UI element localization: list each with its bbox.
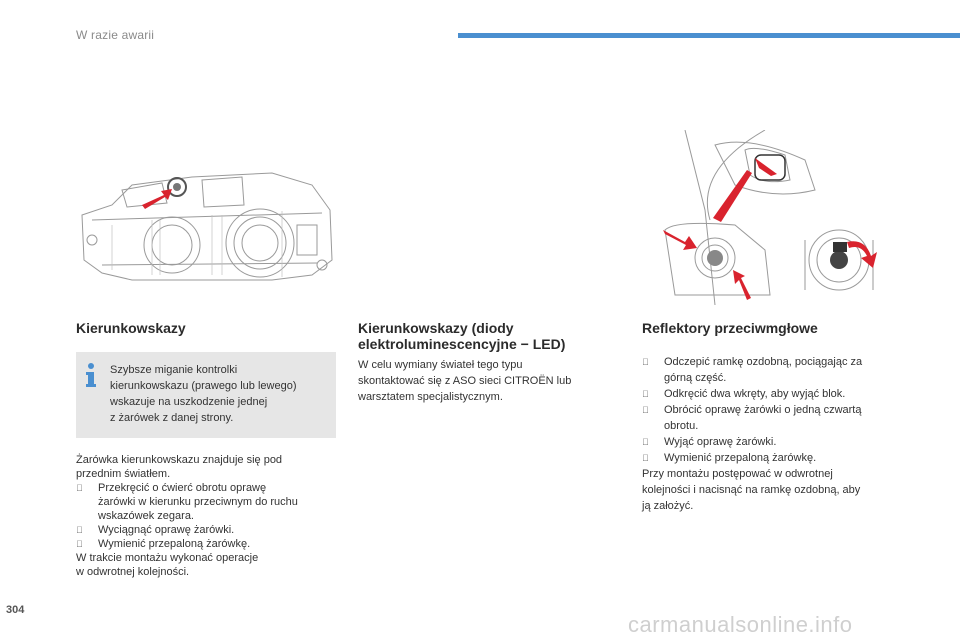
list-item: Wymienić przepaloną żarówkę. [642,450,912,466]
bullet-marker [76,481,98,523]
led-turn-signals-body: W celu wymiany świateł tego typu skontaktować się z ASO sieci CITROËN lub warsztatem specjalistycznym. [358,359,572,403]
header-accent-bar [458,33,960,38]
arrow-icon [713,170,752,222]
list-item: Wyciągnąć oprawę żarówki. [76,523,346,537]
led-turn-signals-title: Kierunkowskazy (diody elektroluminescencyjne − LED) [358,320,566,352]
list-item: Odczepić ramkę ozdobną, pociągając za górną część. [642,354,912,386]
info-box [76,352,336,438]
bullet-marker [76,523,98,537]
info-icon [84,362,98,388]
list-item: Obrócić oprawę żarówki o jedną czwartą obrotu. [642,402,912,434]
list-item: Wyjąć oprawę żarówki. [642,434,912,450]
watermark: carmanualsonline.info [628,612,853,637]
bullet-marker [642,354,664,386]
arrow-icon [142,189,172,209]
page-header-title: W razie awarii [76,28,155,42]
list-item: Odkręcić dwa wkręty, aby wyjąć blok. [642,386,912,402]
fog-light-illustration [655,130,895,305]
turn-signals-body: Żarówka kierunkowskazu znajduje się pod przednim światłem. Przekręcić o ćwierć obrotu oprawę żarówki w kierunku przeciwnym do ruchu wskazówek zegara. Wyciągnąć oprawę żarówki. Wymienić przepaloną żarówkę. W trakcie montażu wykonać operacje w odwrotnej kolejności. [76,453,346,579]
arrow-icon [755,158,777,176]
bullet-marker [76,537,98,551]
bullet-marker [642,450,664,466]
list-item: Przekręcić o ćwierć obrotu oprawę żarówki w kierunku przeciwnym do ruchu wskazówek zegara. [76,481,346,523]
turn-signals-title: Kierunkowskazy [76,320,186,336]
headlamp-illustration [72,165,337,285]
fog-lights-title: Reflektory przeciwmgłowe [642,320,818,336]
bullet-marker [642,434,664,450]
bullet-marker [642,402,664,434]
info-text: Szybsze miganie kontrolki kierunkowskazu (prawego lub lewego) wskazuje na uszkodzenie jednej z żarówek z danej strony. [110,364,297,424]
bullet-marker [642,386,664,402]
page-number: 304 [6,604,25,616]
fog-lights-body: Odczepić ramkę ozdobną, pociągając za górną część. Odkręcić dwa wkręty, aby wyjąć blok. Obrócić oprawę żarówki o jedną czwartą obrotu. Wyjąć oprawę żarówki. Wymienić przepaloną żarówkę. Przy montażu postępować w odwrotnej kolejności i nacisnąć na ramkę ozdobną, aby ją założyć. [642,354,912,514]
list-item: Wymienić przepaloną żarówkę. [76,537,346,551]
